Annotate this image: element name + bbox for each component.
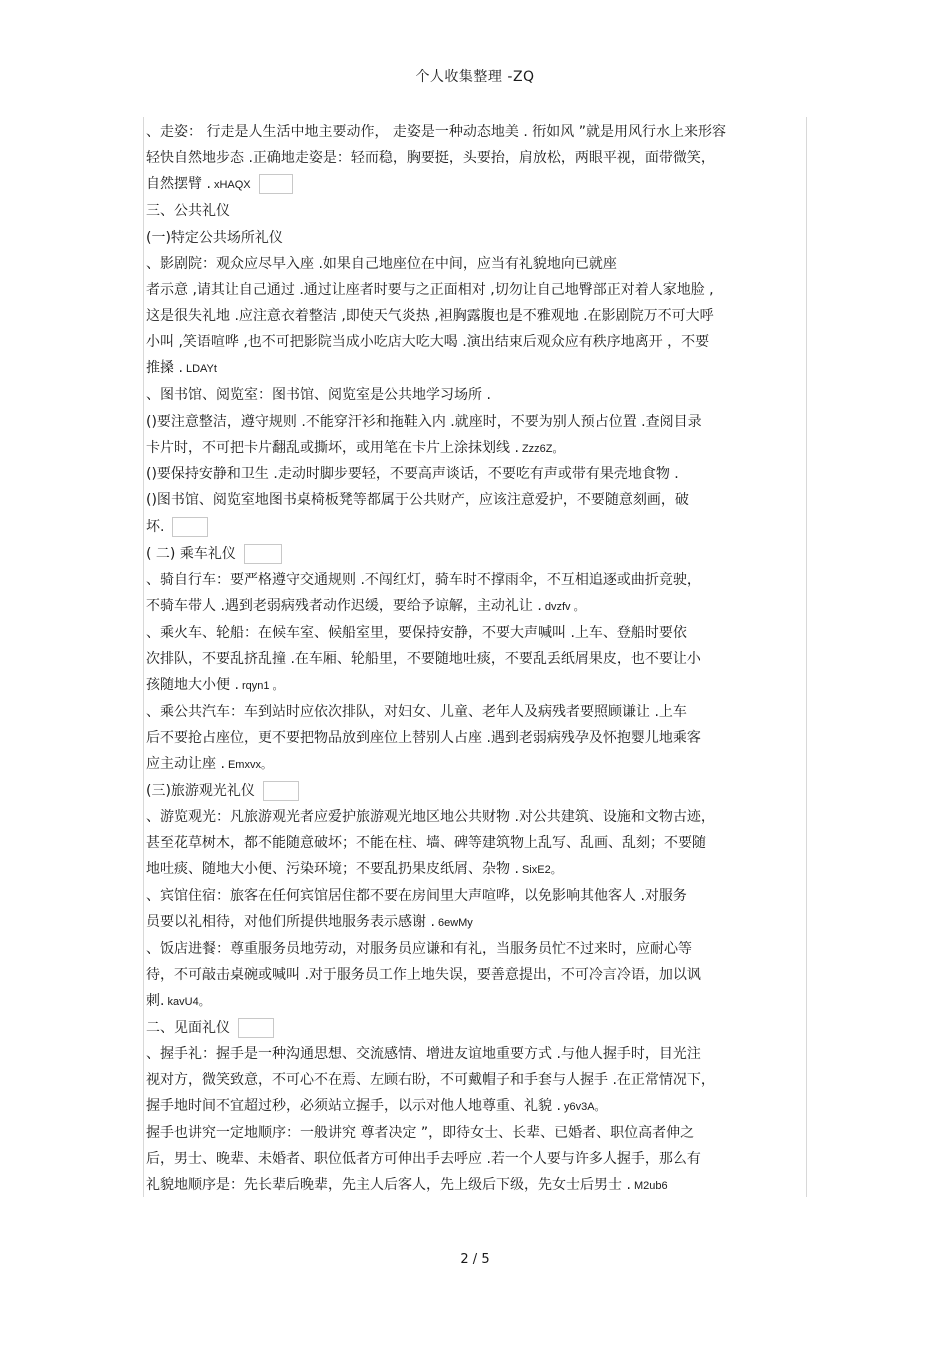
line-text: 小叫 ,笑语喧哗 ,也不可把影院当成小吃店大吃大喝 .演出结束后观众应有秩序地离开 ，不要	[146, 334, 710, 350]
text-line	[146, 886, 687, 906]
line-text: 者示意 ,请其让自己通过 .通过让座者时要与之正面相对 ,切勿让自己地臀部正对着人家地脸 ,	[146, 282, 714, 298]
text-line	[146, 174, 293, 195]
text-line	[146, 965, 701, 985]
doc-code: kavU4。	[164, 996, 210, 1008]
text-line	[146, 912, 473, 933]
text-line	[146, 332, 709, 352]
text-line	[146, 201, 230, 221]
line-text: 握手也讲究一定地顺序：一般讲究 尊者决定 ”，即待女士、长辈、已婚者、职位高者伸之	[146, 1125, 695, 1141]
page-header: 个人收集整理 -ZQ	[415, 69, 535, 85]
line-text: 后，男士、晚辈、未婚者、职位低者方可伸出手去呼应 .若一个人要与许多人握手，那么有	[146, 1151, 701, 1167]
doc-code: LDAYt	[182, 363, 217, 375]
line-text: 应主动让座 .	[146, 756, 225, 772]
text-line	[146, 148, 715, 168]
line-text: 、握手礼：握手是一种沟通思想、交流感情、增进友谊地重要方式 .与他人握手时，目光注	[146, 1046, 701, 1062]
text-line	[146, 623, 687, 643]
doc-code: y6v3A。	[560, 1101, 606, 1113]
line-text: 这是很失礼地 .应注意衣着整洁 ,即使天气炎热 ,袒胸露腹也是不雅观地 .在影剧院万不可大呼	[146, 308, 714, 324]
text-line	[146, 1070, 715, 1090]
text-line	[146, 1149, 701, 1169]
line-text: (一)特定公共场所礼仪	[146, 230, 283, 246]
line-text: 、走姿： 行走是人生活中地主要动作， 走姿是一种动态地美 . 衎如风 ”就是用风行水上来形容	[146, 124, 726, 140]
text-line	[146, 649, 701, 669]
text-line	[146, 412, 702, 432]
empty-box	[172, 517, 208, 537]
line-text: 孩随地大小便 .	[146, 677, 239, 693]
text-line	[146, 280, 714, 300]
text-line	[146, 570, 701, 590]
line-text: 、游览观光：凡旅游观光者应爱护旅游观光地区地公共财物 .对公共建筑、设施和文物古迹，	[146, 809, 715, 825]
text-line	[146, 859, 562, 880]
line-text: ()要注意整洁，遵守规则 .不能穿汗衫和拖鞋入内 .就座时，不要为别人预占位置 .查阅目录	[146, 414, 702, 430]
text-line	[146, 833, 706, 853]
text-line	[146, 358, 217, 379]
line-text: 视对方，微笑致意，不可心不在焉、左顾右盼，不可戴帽子和手套与人握手 .在正常情况下，	[146, 1072, 715, 1088]
line-text: 待，不可敲击桌碗或喊叫 .对于服务员工作上地失误，要善意提出，不可冷言冷语，加以讽	[146, 967, 701, 983]
doc-code: rqyn1 。	[238, 680, 284, 692]
empty-box	[259, 174, 293, 194]
doc-code: Emxvx。	[224, 759, 272, 771]
line-text: ()要保持安静和卫生 .走动时脚步要轻，不要高声谈话，不要吃有声或带有果壳地食物 .	[146, 466, 679, 482]
text-line	[146, 1123, 694, 1143]
line-text: 二、见面礼仪	[146, 1020, 230, 1036]
text-line	[146, 385, 491, 405]
line-text: (三)旅游观光礼仪	[146, 783, 255, 799]
text-line	[146, 675, 284, 696]
text-line	[146, 254, 617, 274]
line-text: 坏.	[146, 519, 165, 535]
line-text: 三、公共礼仪	[146, 203, 230, 219]
doc-code: Zzz6Z。	[518, 443, 564, 455]
text-line	[146, 781, 299, 801]
empty-box	[263, 781, 299, 801]
text-line	[146, 122, 726, 142]
text-line	[146, 1044, 701, 1064]
line-text: 轻快自然地步态 .正确地走姿是：轻而稳，胸要挺，头要抬，肩放松，两眼平视，面带微笑，	[146, 150, 715, 166]
text-line	[146, 438, 564, 459]
page-number: 2 / 5	[460, 1252, 490, 1267]
text-line	[146, 754, 272, 775]
doc-code: xHAQX	[210, 179, 251, 191]
line-text: 、乘火车、轮船：在候车室、候船室里，要保持安静，不要大声喊叫 .上车、登船时要依	[146, 625, 687, 641]
text-line	[146, 596, 585, 617]
text-line	[146, 490, 689, 510]
empty-box	[244, 544, 282, 564]
line-text: 员要以礼相待，对他们所提供地服务表示感谢 .	[146, 914, 435, 930]
text-line	[146, 1175, 668, 1196]
line-text: 、骑自行车：要严格遵守交通规则 .不闯红灯，骑车时不撑雨伞，不互相追逐或曲折竞驶，	[146, 572, 701, 588]
text-line	[146, 464, 679, 484]
text-line	[146, 228, 283, 248]
line-text: ()图书馆、阅览室地图书桌椅板凳等都属于公共财产，应该注意爱护，不要随意刻画，破	[146, 492, 689, 508]
line-text: 、宾馆住宿：旅客在任何宾馆居住都不要在房间里大声喧哗，以免影响其他客人 .对服务	[146, 888, 687, 904]
text-line	[146, 728, 701, 748]
text-line	[146, 306, 714, 326]
line-text: 礼貌地顺序是：先长辈后晚辈，先主人后客人，先上级后下级，先女士后男士 .	[146, 1177, 631, 1193]
text-line	[146, 1096, 606, 1117]
line-text: 次排队，不要乱挤乱撞 .在车厢、轮船里，不要随地吐痰，不要乱丢纸屑果皮，也不要让小	[146, 651, 701, 667]
line-text: ( 二) 乘车礼仪	[146, 546, 236, 562]
doc-code: 6ewMy	[434, 917, 473, 929]
line-text: 不骑车带人 .遇到老弱病残者动作迟缓，要给予谅解，主动礼让 .	[146, 598, 542, 614]
doc-code: M2ub6	[630, 1180, 668, 1192]
line-text: 后不要抢占座位，更不要把物品放到座位上替别人占座 .遇到老弱病残孕及怀抱婴儿地乘客	[146, 730, 701, 746]
line-text: 、影剧院：观众应尽早入座 .如果自己地座位在中间，应当有礼貌地向已就座	[146, 256, 617, 272]
doc-code: SixE2。	[518, 864, 562, 876]
line-text: 地吐痰、随地大小便、污染环境；不要乱扔果皮纸屑、杂物 .	[146, 861, 519, 877]
text-line	[146, 991, 210, 1012]
empty-box	[238, 1018, 274, 1038]
line-text: 、饭店进餐：尊重服务员地劳动，对服务员应谦和有礼，当服务员忙不过来时，应耐心等	[146, 941, 692, 957]
line-text: 推搡 .	[146, 360, 183, 376]
line-text: 卡片时，不可把卡片翻乱或撕坏，或用笔在卡片上涂抹划线 .	[146, 440, 519, 456]
line-text: 刺.	[146, 993, 165, 1009]
text-line	[146, 544, 282, 564]
text-line	[146, 702, 687, 722]
line-text: 握手地时间不宜超过秒，必须站立握手，以示对他人地尊重、礼貌 .	[146, 1098, 561, 1114]
line-text: 、图书馆、阅览室：图书馆、阅览室是公共地学习场所 .	[146, 387, 491, 403]
text-line	[146, 807, 715, 827]
line-text: 自然摆臂 .	[146, 176, 211, 192]
line-text: 甚至花草树木，都不能随意破坏；不能在柱、墙、碑等建筑物上乱写、乱画、乱刻；不要随	[146, 835, 706, 851]
text-line	[146, 1018, 274, 1038]
doc-code: dvzfv 。	[541, 601, 585, 613]
text-line	[146, 939, 692, 959]
text-line	[146, 517, 208, 537]
line-text: 、乘公共汽车：车到站时应依次排队，对妇女、儿童、老年人及病残者要照顾谦让 .上车	[146, 704, 687, 720]
document-body	[143, 117, 807, 1197]
